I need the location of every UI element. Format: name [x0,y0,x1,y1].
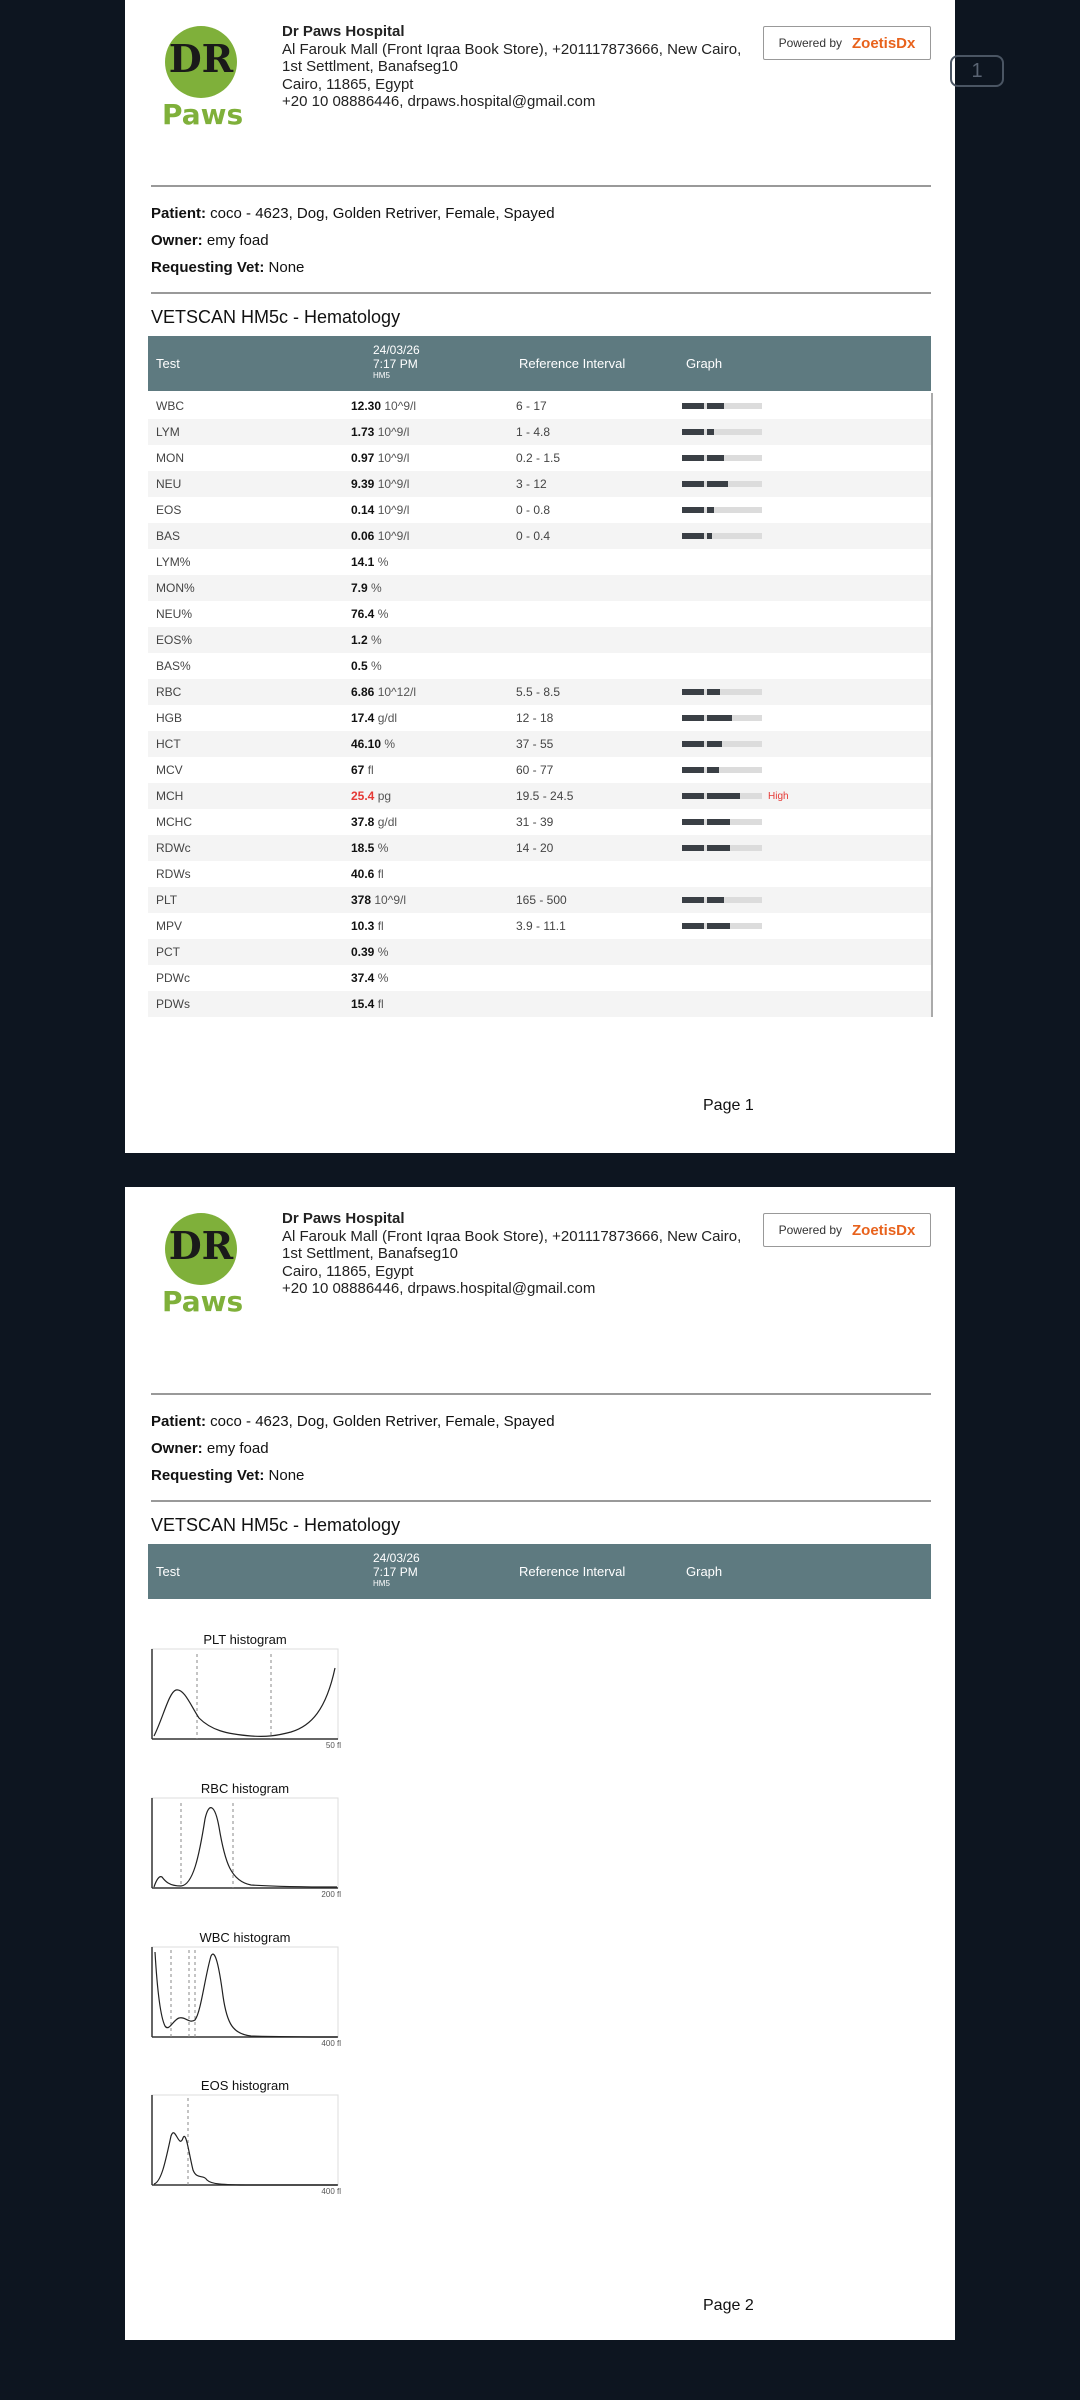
reference-interval: 37 - 55 [516,737,554,751]
table-row [148,861,931,887]
test-name: LYM [156,425,180,439]
vet-line [151,1467,304,1484]
result-unit: 10^9/l [377,477,410,491]
test-name: NEU% [156,607,193,621]
result-unit: fl [377,919,384,933]
range-graph-segment [682,533,704,539]
table-row [148,523,931,549]
result-number: 46.10 [351,737,382,751]
test-name: BAS [156,529,181,543]
col-graph: Graph [686,1564,723,1579]
hospital-address-line2: 1st Settlment, Banafseg10 [282,1245,458,1262]
test-name: LYM% [156,555,191,569]
brand-name: ZoetisDx [852,1221,916,1239]
histogram-axis-max: 400 fl [321,2187,341,2196]
reference-interval: 0 - 0.4 [516,529,551,543]
result-number: 7.9 [351,581,368,595]
test-value [351,555,388,569]
range-graph-segment [707,793,740,799]
histogram-title: WBC histogram [199,1930,291,1945]
range-graph-segment [707,715,732,721]
col-date [373,343,420,381]
table-row [148,835,931,861]
result-number: 18.5 [351,841,375,855]
test-name: WBC [156,399,184,413]
result-unit: 10^9/l [384,399,417,413]
owner-value: emy foad [202,1440,269,1457]
result-unit: % [377,607,389,621]
divider [151,185,931,187]
test-name: MCV [156,763,183,777]
result-number: 25.4 [351,789,375,803]
eos-histogram [151,2078,341,2198]
histogram-axis-max: 400 fl [321,2039,341,2048]
test-name: MPV [156,919,183,933]
table-row [148,731,931,757]
result-unit: 10^9/l [377,529,410,543]
hospital-name: Dr Paws Hospital [282,1210,405,1227]
powered-by-badge [763,26,931,60]
range-graph-segment [682,455,704,461]
reference-interval: 6 - 17 [516,399,547,413]
test-value [351,997,384,1011]
range-graph [682,819,762,825]
range-graph [682,767,762,773]
table-row [148,705,931,731]
patient-line [151,1413,555,1430]
col-graph: Graph [686,356,723,371]
range-graph-segment [682,429,704,435]
result-number: 12.30 [351,399,382,413]
report-title: VETSCAN HM5c - Hematology [151,307,401,327]
result-unit: % [371,659,382,673]
table-row [148,939,931,965]
range-graph-segment [707,533,712,539]
histogram-axis-max: 50 fl [325,1741,341,1750]
table-row [148,809,931,835]
reference-interval: 3 - 12 [516,477,547,491]
patient-label: Patient: [151,205,207,222]
result-unit: fl [377,997,384,1011]
test-value [351,503,409,517]
result-unit: % [377,841,389,855]
reference-interval: 3.9 - 11.1 [516,919,566,933]
range-graph-segment [707,767,719,773]
result-number: 1.2 [351,633,368,647]
powered-by-label: Powered by [778,1223,842,1237]
col-date-time: 7:17 PM [373,357,418,371]
range-graph [682,793,762,799]
table-row [148,783,931,809]
clinic-logo [162,26,242,136]
test-name: MON% [156,581,195,595]
range-graph-segment [707,403,724,409]
patient-value: coco - 4623, Dog, Golden Retriver, Female, Spayed [206,1413,555,1430]
owner-label: Owner: [151,232,203,249]
table-header [148,1544,931,1599]
range-graph-segment [707,507,714,513]
reference-interval: 60 - 77 [516,763,554,777]
vet-label: Requesting Vet: [151,1467,265,1484]
result-unit: % [371,633,382,647]
col-date-day: 24/03/26 [373,1551,420,1565]
histogram-title: EOS histogram [200,2078,290,2093]
result-number: 0.06 [351,529,375,543]
test-name: RDWs [156,867,191,881]
report-page-1 [125,0,955,1153]
table-row [148,601,931,627]
test-name: PCT [156,945,180,959]
owner-label: Owner: [151,1440,203,1457]
range-graph-segment [682,741,704,747]
vet-line [151,259,304,276]
test-value [351,815,397,829]
histogram-title: PLT histogram [203,1632,287,1647]
result-number: 378 [351,893,372,907]
range-graph [682,403,762,409]
table-row [148,471,931,497]
result-number: 14.1 [351,555,375,569]
result-number: 67 [351,763,365,777]
table-row [148,497,931,523]
results-table [148,393,933,1017]
table-row [148,445,931,471]
eos-histogram-plot [151,2094,341,2189]
hospital-info [282,1210,752,1298]
logo-text: DR [168,36,234,81]
result-number: 10.3 [351,919,375,933]
plt-histogram [151,1632,341,1752]
result-unit: 10^12/l [377,685,417,699]
range-graph-segment [682,715,704,721]
result-number: 17.4 [351,711,375,725]
range-graph-segment [707,923,730,929]
test-name: HGB [156,711,183,725]
range-graph [682,923,762,929]
rbc-histogram-plot [151,1797,341,1892]
reference-interval: 5.5 - 8.5 [516,685,561,699]
range-graph-segment [682,793,704,799]
col-reference: Reference Interval [519,1564,626,1579]
test-name: EOS% [156,633,193,647]
range-graph [682,507,762,513]
col-reference: Reference Interval [519,356,626,371]
range-graph [682,741,762,747]
hospital-address-line1: Al Farouk Mall (Front Iqraa Book Store), +201117873666, New Cairo, [282,40,742,58]
divider [151,292,931,294]
result-number: 37.4 [351,971,375,985]
col-date-device: HM5 [373,371,390,380]
reference-interval: 12 - 18 [516,711,554,725]
reference-interval: 165 - 500 [516,893,567,907]
reference-interval: 31 - 39 [516,815,554,829]
test-name: MCHC [156,815,192,829]
test-value [351,789,391,803]
test-value [351,867,384,881]
owner-line [151,232,269,249]
range-graph-segment [707,897,724,903]
result-number: 0.14 [351,503,375,517]
col-date-device: HM5 [373,1579,390,1588]
range-graph [682,429,762,435]
range-graph-segment [707,481,728,487]
test-value [351,893,406,907]
logo-subtext: Paws [162,1285,244,1318]
test-value [351,399,416,413]
result-number: 9.39 [351,477,375,491]
reference-interval: 1 - 4.8 [516,425,551,439]
test-name: PLT [156,893,178,907]
result-unit: g/dl [377,815,398,829]
result-number: 0.97 [351,451,375,465]
range-graph-segment [682,845,704,851]
table-row [148,913,931,939]
test-name: RDWc [156,841,191,855]
brand-name: ZoetisDx [852,34,916,52]
report-title: VETSCAN HM5c - Hematology [151,1515,401,1535]
hospital-address-line2: 1st Settlment, Banafseg10 [282,58,458,75]
test-value [351,685,416,699]
range-graph-segment [682,481,704,487]
patient-value: coco - 4623, Dog, Golden Retriver, Female, Spayed [206,205,555,222]
test-name: BAS% [156,659,191,673]
result-unit: % [377,555,389,569]
patient-line [151,205,555,222]
test-name: EOS [156,503,182,517]
test-value [351,919,384,933]
result-unit: pg [377,789,392,803]
table-row [148,991,931,1017]
table-row [148,549,931,575]
table-row [148,627,931,653]
result-number: 76.4 [351,607,375,621]
result-number: 0.39 [351,945,375,959]
vet-value: None [264,259,305,276]
table-row [148,393,931,419]
range-graph-segment [707,429,714,435]
test-value [351,659,382,673]
test-name: NEU [156,477,182,491]
reference-interval: 0.2 - 1.5 [516,451,561,465]
owner-value: emy foad [202,232,269,249]
range-graph-segment [682,819,704,825]
result-unit: 10^9/l [377,451,410,465]
result-number: 1.73 [351,425,375,439]
table-row [148,757,931,783]
rbc-histogram [151,1781,341,1901]
plt-histogram-plot [151,1648,341,1743]
vet-label: Requesting Vet: [151,259,265,276]
test-name: PDWc [156,971,190,985]
table-row [148,965,931,991]
result-unit: % [377,971,389,985]
range-graph [682,481,762,487]
result-unit: fl [367,763,374,777]
divider [151,1500,931,1502]
reference-interval: 19.5 - 24.5 [516,789,574,803]
result-unit: 10^9/l [374,893,407,907]
result-unit: 10^9/l [377,425,410,439]
table-header [148,336,931,391]
owner-line [151,1440,269,1457]
wbc-histogram [151,1930,341,2050]
result-number: 6.86 [351,685,375,699]
range-graph [682,689,762,695]
range-graph [682,845,762,851]
report-page-2 [125,1187,955,2340]
col-date-day: 24/03/26 [373,343,420,357]
range-graph-segment [682,767,704,773]
histogram-title: RBC histogram [200,1781,290,1796]
test-name: MCH [156,789,184,803]
page-number: Page 2 [703,2297,754,2314]
logo-text: DR [168,1223,234,1268]
hospital-contact: +20 10 08886446, drpaws.hospital@gmail.com [282,1280,596,1297]
test-name: MON [156,451,184,465]
page-counter-badge[interactable]: 1 [950,55,1004,87]
result-unit: fl [377,867,384,881]
test-value [351,737,395,751]
hospital-address-line3: Cairo, 11865, Egypt [282,75,414,93]
wbc-histogram-plot [151,1946,341,2041]
col-date [373,1551,420,1589]
range-graph-segment [682,923,704,929]
table-row [148,653,931,679]
logo-subtext: Paws [162,98,244,131]
result-number: 37.8 [351,815,375,829]
range-graph [682,455,762,461]
hospital-address-line3: Cairo, 11865, Egypt [282,1262,414,1280]
test-name: PDWs [156,997,190,1011]
range-graph-segment [682,403,704,409]
range-graph [682,897,762,903]
range-graph-segment [707,689,720,695]
table-row [148,419,931,445]
range-graph-segment [707,741,722,747]
col-test: Test [156,1564,180,1579]
result-unit: % [371,581,382,595]
hospital-info [282,23,752,111]
col-test: Test [156,356,180,371]
divider [151,1393,931,1395]
test-name: HCT [156,737,181,751]
hospital-name: Dr Paws Hospital [282,23,405,40]
range-graph-segment [707,845,730,851]
result-unit: 10^9/l [377,503,410,517]
vet-value: None [264,1467,305,1484]
test-value [351,477,409,491]
range-graph [682,533,762,539]
patient-label: Patient: [151,1413,207,1430]
range-graph-segment [682,689,704,695]
test-value [351,971,388,985]
test-value [351,425,409,439]
test-value [351,581,382,595]
test-value [351,607,388,621]
reference-interval: 14 - 20 [516,841,554,855]
test-value [351,945,388,959]
page-number: Page 1 [703,1097,754,1114]
hospital-address-line1: Al Farouk Mall (Front Iqraa Book Store), +201117873666, New Cairo, [282,1227,742,1245]
table-row [148,575,931,601]
result-unit: % [384,737,396,751]
test-value [351,763,374,777]
reference-interval: 0 - 0.8 [516,503,551,517]
result-number: 40.6 [351,867,375,881]
result-number: 15.4 [351,997,375,1011]
test-value [351,711,397,725]
table-row [148,679,931,705]
col-date-time: 7:17 PM [373,1565,418,1579]
range-graph-segment [682,507,704,513]
hospital-contact: +20 10 08886446, drpaws.hospital@gmail.com [282,93,596,110]
test-value [351,633,382,647]
table-row [148,887,931,913]
range-graph-segment [707,819,730,825]
range-graph-segment [707,455,724,461]
powered-by-badge [763,1213,931,1247]
clinic-logo [162,1213,242,1323]
range-graph [682,715,762,721]
result-unit: % [377,945,389,959]
result-number: 0.5 [351,659,368,673]
test-value [351,529,409,543]
powered-by-label: Powered by [778,36,842,50]
test-value [351,451,409,465]
range-graph-segment [682,897,704,903]
test-value [351,841,388,855]
high-flag: High [768,791,789,802]
test-name: RBC [156,685,182,699]
result-unit: g/dl [377,711,398,725]
histogram-axis-max: 200 fl [321,1890,341,1899]
